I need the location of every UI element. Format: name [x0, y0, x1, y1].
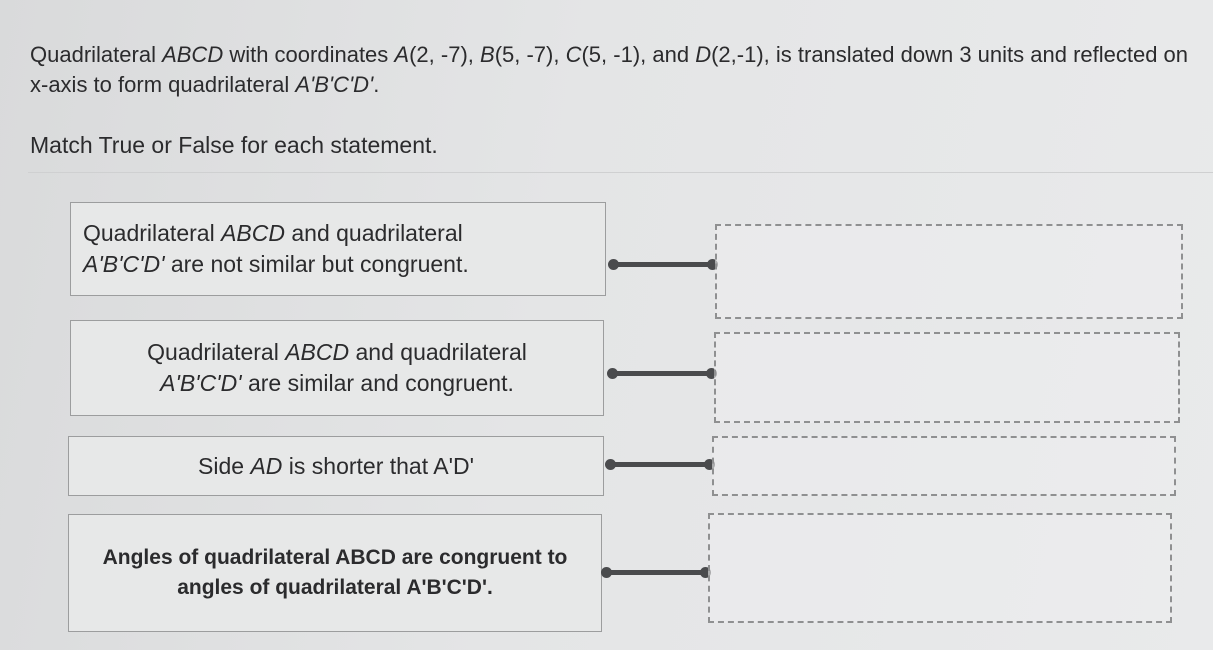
- match-connector-2[interactable]: [612, 371, 712, 376]
- question-text: [30, 40, 1190, 100]
- statement-card-3[interactable]: [68, 436, 604, 496]
- point-a-coordinates: (2, -7),: [409, 42, 480, 67]
- statement-card-1[interactable]: [70, 202, 606, 296]
- point-c-coordinates: (5, -1), and: [581, 42, 696, 67]
- image-quadrilateral-name: A'B'C'D': [295, 72, 374, 97]
- statement-text-2: Quadrilateral ABCD and quadrilateral A'B'C'D' are similar and congruent.: [147, 339, 527, 396]
- statement-text-1: Quadrilateral ABCD and quadrilateral A'B'C'D' are not similar but congruent.: [83, 220, 469, 277]
- question-fragment: with coordinates: [223, 42, 395, 67]
- quadrilateral-name: ABCD: [162, 42, 224, 67]
- answer-dropzone-1[interactable]: [715, 224, 1183, 319]
- point-d-coordinates: (2,-1), is translated down 3 units and reflected on x-axis to form quadrilateral: [30, 42, 1189, 97]
- statement-card-2[interactable]: [70, 320, 604, 416]
- point-d: D: [695, 42, 712, 67]
- point-c: C: [565, 42, 582, 67]
- question-fragment: Quadrilateral: [30, 42, 163, 67]
- answer-dropzone-4[interactable]: [708, 513, 1172, 623]
- instruction-text: Match True or False for each statement.: [30, 132, 438, 158]
- point-b: B: [480, 42, 495, 67]
- divider: [28, 172, 1213, 173]
- statement-card-4[interactable]: [68, 514, 602, 632]
- match-connector-4[interactable]: [606, 570, 706, 575]
- question-fragment: .: [373, 72, 380, 97]
- point-a: A: [394, 42, 410, 67]
- match-connector-1[interactable]: [613, 262, 713, 267]
- statement-text-4: Angles of quadrilateral ABCD are congruent to angles of quadrilateral A'B'C'D'.: [102, 546, 568, 599]
- statement-text-3: Side AD is shorter that A'D': [198, 452, 474, 479]
- point-b-coordinates: (5, -7),: [494, 42, 566, 67]
- answer-dropzone-3[interactable]: [712, 436, 1176, 496]
- answer-dropzone-2[interactable]: [714, 332, 1180, 423]
- match-connector-3[interactable]: [610, 462, 710, 467]
